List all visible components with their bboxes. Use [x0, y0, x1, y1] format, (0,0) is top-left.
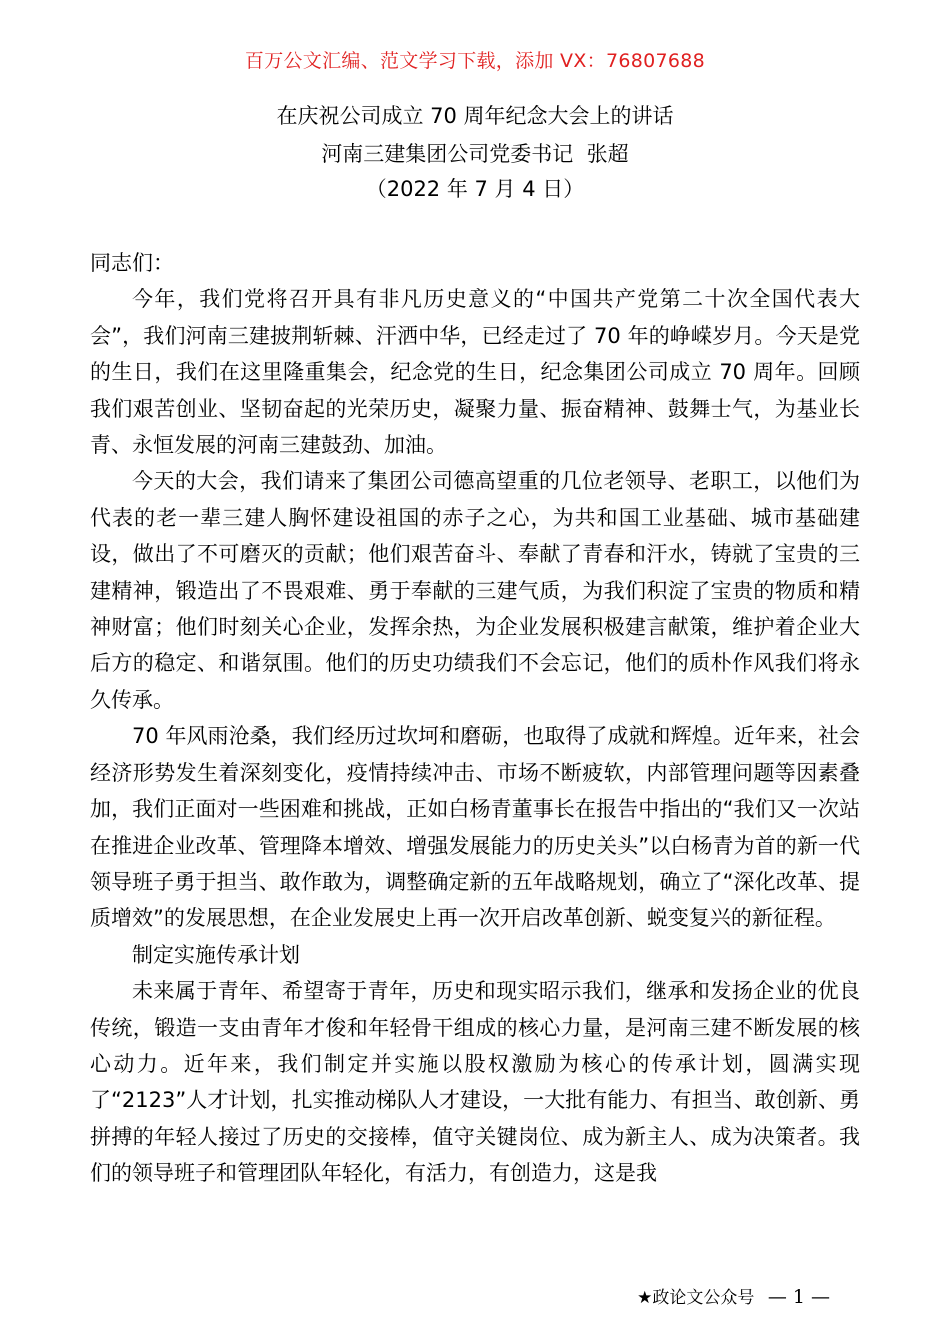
page-number: — 1 — — [767, 1286, 830, 1308]
paragraph-1: 今年，我们党将召开具有非凡历史意义的“中国共产党第二十次全国代表大会”，我们河南三建披荆斩棘、汗洒中华，已经走过了 70 年的峥嵘岁月。今天是党的生日，我们在这里隆重集会，纪念党的生日，纪念集团公司成立 70 周年。回顾我们艰苦创业、坚韧奋起的光荣历史，凝聚力量、振奋精神、鼓舞士气，为基业长青、永恒发展的河南三建鼓劲、加油。 — [90, 287, 860, 458]
salutation: 同志们： — [90, 251, 174, 275]
page-footer — [637, 1283, 830, 1308]
speech-title: 在庆祝公司成立 70 周年纪念大会上的讲话 — [276, 104, 674, 128]
promo-banner: 百万公文汇编、范文学习下载，添加 VX：76807688 — [244, 50, 706, 72]
paragraph-4: 未来属于青年、希望寄于青年，历史和现实昭示我们，继承和发扬企业的优良传统，锻造一支由青年才俊和年轻骨干组成的核心力量，是河南三建不断发展的核心动力。近年来，我们制定并实施以股权激励为核心的传承计划，圆满实现了“2123”人才计划，扎实推动梯队人才建设，一大批有能力、有担当、敢创新、勇拼搏的年轻人接过了历史的交接棒，值守关键岗位、成为新主人、成为决策者。我们的领导班子和管理团队年轻化，有活力，有创造力，这是我 — [90, 979, 860, 1186]
footer-source: ★政论文公众号 — [637, 1288, 755, 1308]
speech-body — [90, 245, 860, 1192]
speaker-line: 河南三建集团公司党委书记 张超 — [321, 142, 629, 166]
speech-date: （2022 年 7 月 4 日） — [365, 177, 585, 201]
section-subheading: 制定实施传承计划 — [132, 942, 300, 967]
paragraph-2: 今天的大会，我们请来了集团公司德高望重的几位老领导、老职工，以他们为代表的老一辈三建人胸怀建设祖国的赤子之心，为共和国工业基础、城市基础建设，做出了不可磨灭的贡献；他们艰苦奋斗、奉献了青春和汗水，铸就了宝贵的三建精神，锻造出了不畏艰难、勇于奉献的三建气质，为我们积淀了宝贵的物质和精神财富；他们时刻关心企业，发挥余热，为企业发展积极建言献策，维护着企业大后方的稳定、和谐氛围。他们的历史功绩我们不会忘记，他们的质朴作风我们将永久传承。 — [90, 469, 860, 712]
paragraph-3: 70 年风雨沧桑，我们经历过坎坷和磨砺，也取得了成就和辉煌。近年来，社会经济形势发生着深刻变化，疫情持续冲击、市场不断疲软，内部管理问题等因素叠加，我们正面对一些困难和挑战，正如白杨青董事长在报告中指出的“我们又一次站在推进企业改革、管理降本增效、增强发展能力的历史关头”以白杨青为首的新一代领导班子勇于担当、敢作敢为，调整确定新的五年战略规划，确立了“深化改革、提质增效”的发展思想，在企业发展史上再一次开启改革创新、蜕变复兴的新征程。 — [90, 724, 860, 931]
